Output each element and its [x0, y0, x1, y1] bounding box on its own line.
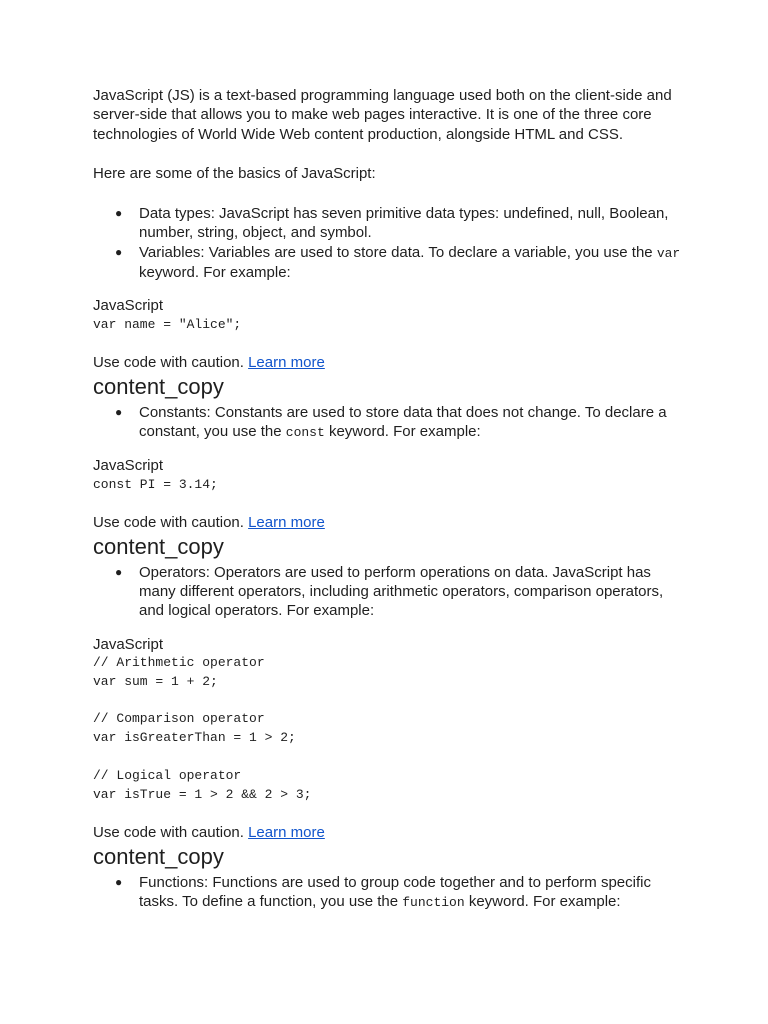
constants-text-after: keyword. For example: — [324, 423, 481, 441]
lead-paragraph: Here are some of the basics of JavaScript: — [93, 164, 376, 182]
learn-more-link[interactable]: Learn more — [248, 824, 325, 842]
code-language-label: JavaScript — [93, 457, 164, 475]
content-copy-icon[interactable]: content_copy — [93, 373, 224, 399]
operators-text: Operators: Operators are used to perform operations on data. JavaScript has many different operators, including arithmetic operators, comparison operators, and logical operators. For example: — [139, 563, 664, 620]
caution-line — [93, 823, 683, 842]
caution-text: Use code with caution. — [93, 824, 249, 842]
variables-text-before: Variables: Variables are used to store data. To declare a variable, you use the — [139, 243, 657, 261]
caution-text: Use code with caution. — [93, 354, 249, 372]
list-item-variables — [93, 243, 683, 283]
code-snippet: const PI = 3.14; — [93, 476, 218, 492]
code-block-2 — [93, 456, 683, 559]
list-item-data-types — [93, 204, 683, 243]
caution-line — [93, 513, 683, 532]
variables-text-after: keyword. For example: — [139, 264, 291, 282]
code-language-label: JavaScript — [93, 297, 164, 315]
code-language-label: JavaScript — [93, 635, 164, 653]
functions-text-before: Functions: Functions are used to group code together and to perform specific tasks. To define a function, you use the — [139, 873, 651, 910]
functions-text-after: keyword. For example: — [464, 892, 621, 910]
basics-list-2 — [93, 403, 683, 443]
content-copy-icon[interactable]: content_copy — [93, 843, 224, 869]
document-page — [93, 86, 683, 912]
var-keyword: var — [656, 245, 681, 261]
const-keyword: const — [285, 425, 325, 441]
learn-more-link[interactable]: Learn more — [248, 514, 325, 532]
basics-list-1 — [93, 204, 683, 282]
data-types-text: Data types: JavaScript has seven primitive data types: undefined, null, Boolean, number, string, object, and symbol. — [139, 205, 669, 242]
constants-text-before: Constants: Constants are used to store data that does not change. To declare a constant, you use the — [139, 403, 667, 441]
code-snippet: // Arithmetic operator var sum = 1 + 2; // Comparison operator var isGreaterThan = 1 > 2; // Logical operator var isTrue = 1 > 2 && 2 > 3; — [93, 654, 312, 802]
learn-more-link[interactable]: Learn more — [248, 354, 325, 372]
code-block-3 — [93, 635, 683, 870]
content-copy-icon[interactable]: content_copy — [93, 533, 224, 559]
list-item-constants — [93, 403, 683, 443]
list-item-operators — [93, 563, 683, 621]
caution-text: Use code with caution. — [93, 514, 249, 532]
basics-list-3 — [93, 563, 683, 621]
list-item-functions — [93, 873, 683, 913]
code-snippet: var name = "Alice"; — [93, 316, 242, 332]
intro-paragraph: JavaScript (JS) is a text-based programming language used both on the client-side and server-side that allows you to make web pages interactive. It is one of the three core technologies of World Wide Web content production, alongside HTML and CSS. — [93, 87, 672, 143]
basics-list-4 — [93, 873, 683, 913]
function-keyword: function — [402, 894, 465, 910]
caution-line — [93, 353, 683, 372]
code-block-1 — [93, 296, 683, 399]
